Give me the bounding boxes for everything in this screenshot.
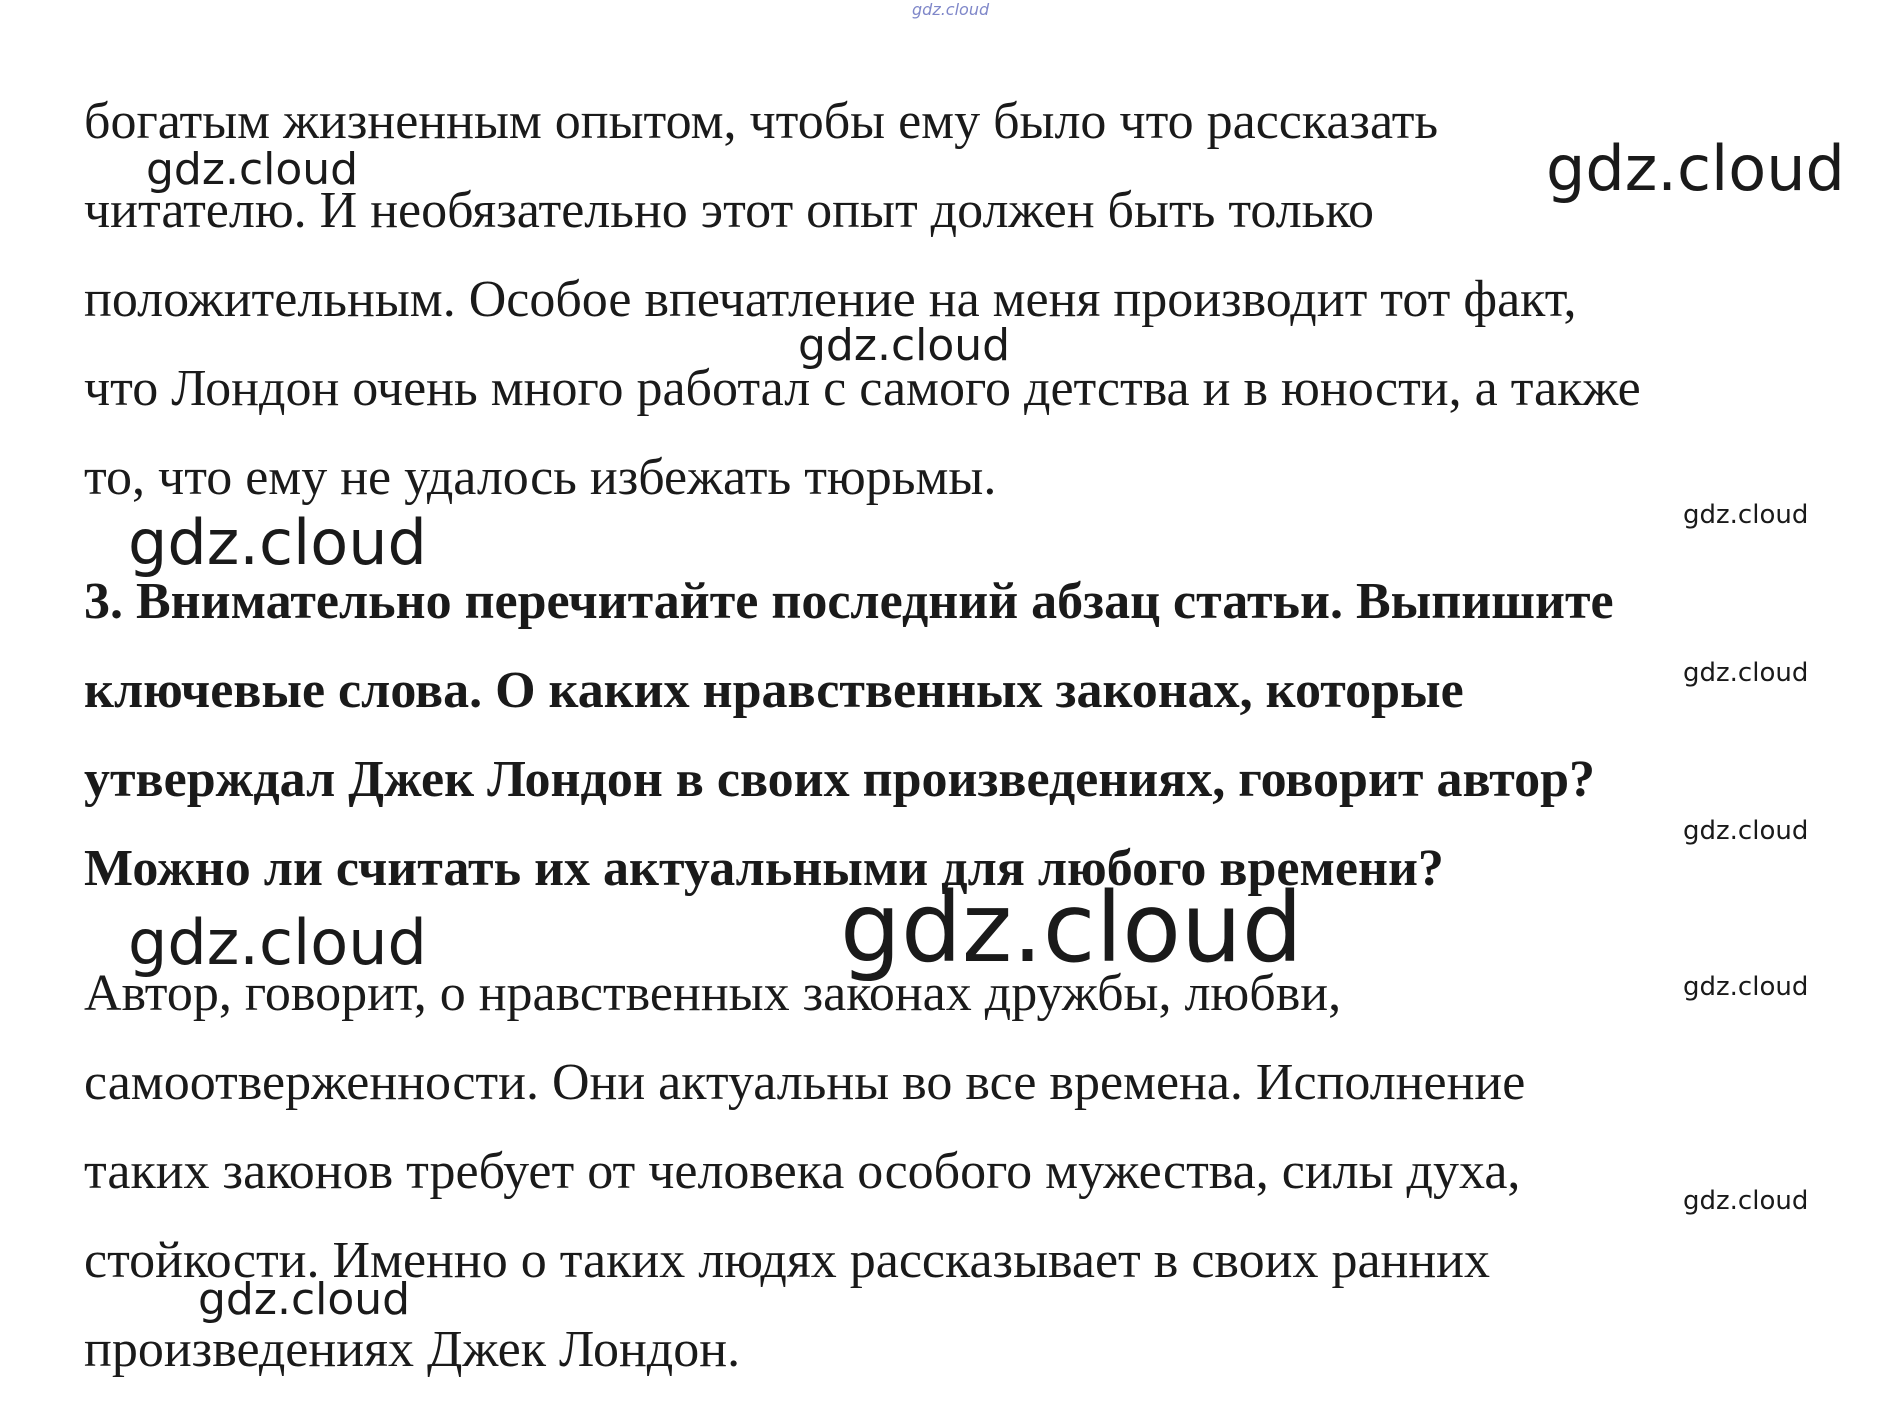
watermark: gdz.cloud	[1683, 658, 1809, 688]
answer-prev-line-3: положительным. Особое впечатление на меня производит тот факт,	[84, 271, 1577, 328]
question-line-3: утверждал Джек Лондон в своих произведениях, говорит автор?	[84, 751, 1596, 808]
watermark: gdz.cloud	[1683, 816, 1809, 846]
answer-prev-line-1: богатым жизненным опытом, чтобы ему было что рассказать	[84, 93, 1439, 150]
question-line-4: Можно ли считать их актуальными для любого времени?	[84, 840, 1444, 897]
watermark: gdz.cloud	[128, 906, 427, 979]
answer-prev-line-5: то, что ему не удалось избежать тюрьмы.	[84, 449, 997, 506]
answer-line-1: Автор, говорит, о нравственных законах дружбы, любви,	[84, 965, 1342, 1022]
answer-line-4: стойкости. Именно о таких людях рассказывает в своих ранних	[84, 1232, 1491, 1289]
watermark: gdz.cloud	[840, 872, 1303, 984]
watermark: gdz.cloud	[128, 506, 427, 579]
watermark: gdz.cloud	[1683, 972, 1809, 1002]
watermark: gdz.cloud	[1683, 1186, 1809, 1216]
watermark: gdz.cloud	[198, 1274, 411, 1325]
watermark: gdz.cloud	[1546, 132, 1845, 205]
question-line-1: 3. Внимательно перечитайте последний абзац статьи. Выпишите	[84, 573, 1614, 630]
watermark: gdz.cloud	[146, 144, 359, 195]
answer-line-2: самоотверженности. Они актуальны во все времена. Исполнение	[84, 1054, 1526, 1111]
answer-prev-line-4: что Лондон очень много работал с самого детства и в юности, а также	[84, 360, 1641, 417]
watermark: gdz.cloud	[1683, 500, 1809, 530]
answer-prev-line-2: читателю. И необязательно этот опыт должен быть только	[84, 182, 1375, 239]
answer-line-5: произведениях Джек Лондон.	[84, 1321, 741, 1378]
answer-line-3: таких законов требует от человека особого мужества, силы духа,	[84, 1143, 1521, 1200]
watermark-top: gdz.cloud	[912, 0, 990, 19]
question-line-2: ключевые слова. О каких нравственных законах, которые	[84, 662, 1464, 719]
watermark: gdz.cloud	[798, 320, 1011, 371]
